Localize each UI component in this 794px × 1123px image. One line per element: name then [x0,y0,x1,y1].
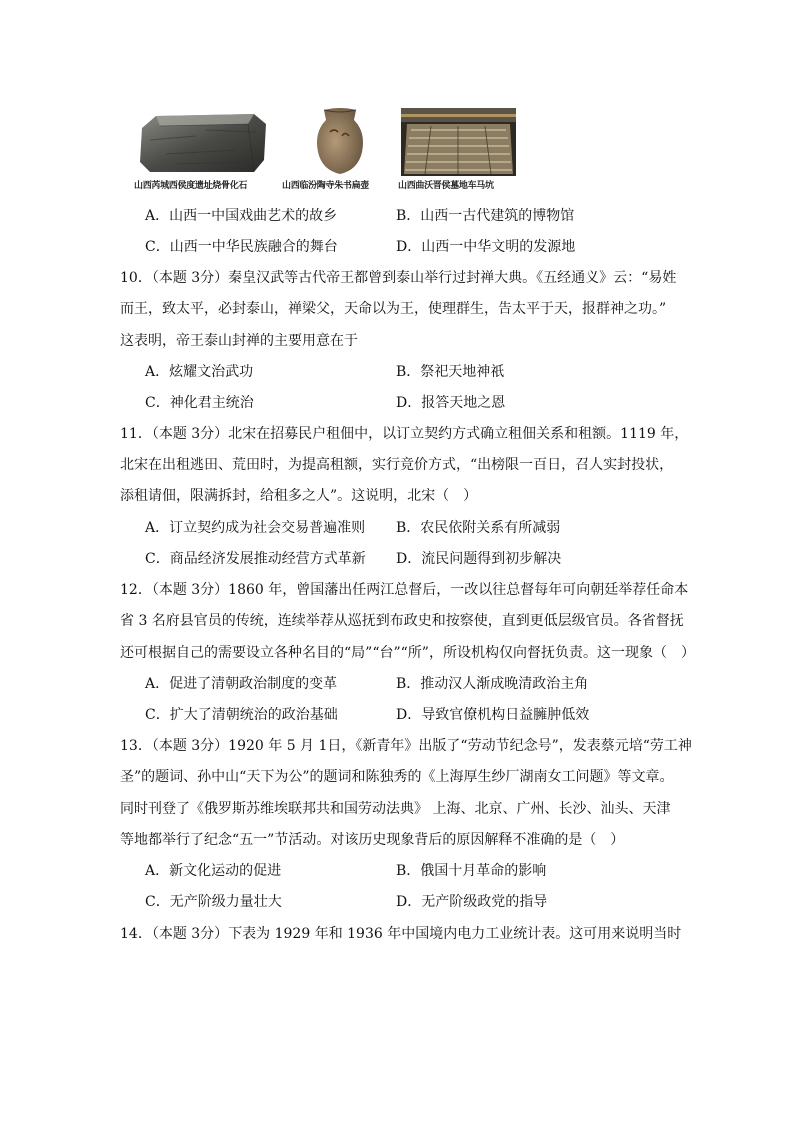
figure-caption: 山西临汾陶寺朱书扁壶 [282,181,370,191]
q12-stem-line: 12．（本题 3分）1860 年，曾国藩出任两江总督后，一改以往总督每年可向朝廷举荐任命本 [120,582,689,598]
q13-stem-line: 等地都举行了纪念“五一”节活动。对该历史现象背后的原因解释不准确的是（ ） [120,832,625,848]
q12-option-b[interactable]: B．推动汉人渐成晚清政治主角 [396,676,589,692]
q10-stem-line: 这表明，帝王泰山封禅的主要用意在于 [120,333,358,349]
q13-option-a[interactable]: A．新文化运动的促进 [145,863,282,879]
figure-strip [130,106,530,190]
q10-stem-line: 10．（本题 3分）秦皇汉武等古代帝王都曾到泰山举行过封禅大典。《五经通义》云：“易姓 [120,270,677,286]
pottery-flask-icon [310,106,370,176]
fossil-stone-icon [136,110,271,176]
q9-option-c[interactable]: C．山西一中华民族融合的舞台 [145,239,338,255]
q11-option-a[interactable]: A．订立契约成为社会交易普遍准则 [145,520,366,536]
figure-caption: 山西曲沃晋侯墓地车马坑 [398,181,494,191]
chariot-pit-icon [401,108,516,176]
q13-stem-line: 圣”的题词、孙中山“天下为公”的题词和陈独秀的《上海厚生纱厂湖南女工问题》等文章。 [120,769,674,785]
q12-option-a[interactable]: A．促进了清朝政治制度的变革 [145,676,338,692]
q11-option-d[interactable]: D．流民问题得到初步解决 [396,551,562,567]
q13-option-d[interactable]: D．无产阶级政党的指导 [396,894,548,910]
q11-stem-line: 11．（本题 3分）北宋在招募民户租佃中，以订立契约方式确立租佃关系和租额。1119 年， [120,426,689,442]
q13-option-c[interactable]: C．无产阶级力量壮大 [145,894,282,910]
q9-option-b[interactable]: B．山西一古代建筑的博物馆 [396,208,575,224]
q11-stem-line: 北宋在出租逃田、荒田时，为提高租额，实行竞价方式，“出榜限一百日，召人实封投状， [120,457,674,473]
q12-option-d[interactable]: D．导致官僚机构日益臃肿低效 [396,707,590,723]
q10-option-b[interactable]: B．祭祀天地神祇 [396,364,505,380]
q9-option-a[interactable]: A．山西一中国戏曲艺术的故乡 [145,208,338,224]
q10-option-d[interactable]: D．报答天地之恩 [396,395,506,411]
q12-option-c[interactable]: C．扩大了清朝统治的政治基础 [145,707,338,723]
q12-stem-line: 还可根据自己的需要设立各种名目的“局”“台”“所”，所设机构仅向督抚负责。这一现象（ ） [120,645,695,661]
q10-stem-line: 而王，致太平，必封泰山，禅梁父，天命以为王，使理群生，告太平于天，报群神之功。” [120,301,667,317]
figure-caption: 山西芮城西侯度遗址烧骨化石 [134,181,248,191]
q12-stem-line: 省 3 名府县官员的传统，连续举荐从巡抚到布政史和按察使，直到更低层级官员。各省督抚 [120,613,684,629]
q14-stem-line: 14．（本题 3分）下表为 1929 年和 1936 年中国境内电力工业统计表。这可用来说明当时 [120,926,682,942]
q11-option-b[interactable]: B．农民依附关系有所减弱 [396,520,561,536]
q13-option-b[interactable]: B．俄国十月革命的影响 [396,863,547,879]
q10-option-a[interactable]: A．炫耀文治武功 [145,364,254,380]
q11-option-c[interactable]: C．商品经济发展推动经营方式革新 [145,551,366,567]
q9-option-d[interactable]: D．山西一中华文明的发源地 [396,239,576,255]
q10-option-c[interactable]: C．神化君主统治 [145,395,254,411]
q11-stem-line: 添租请佃，限满拆封，给租多之人”。这说明，北宋（ ） [120,488,478,504]
q13-stem-line: 同时刊登了《俄罗斯苏维埃联邦共和国劳动法典》 上海、北京、广州、长沙、汕头、天津 [120,801,671,817]
q13-stem-line: 13．（本题 3分）1920 年 5 月 1日，《新青年》出版了“劳动节纪念号”，发表蔡元培“劳工神 [120,738,692,754]
